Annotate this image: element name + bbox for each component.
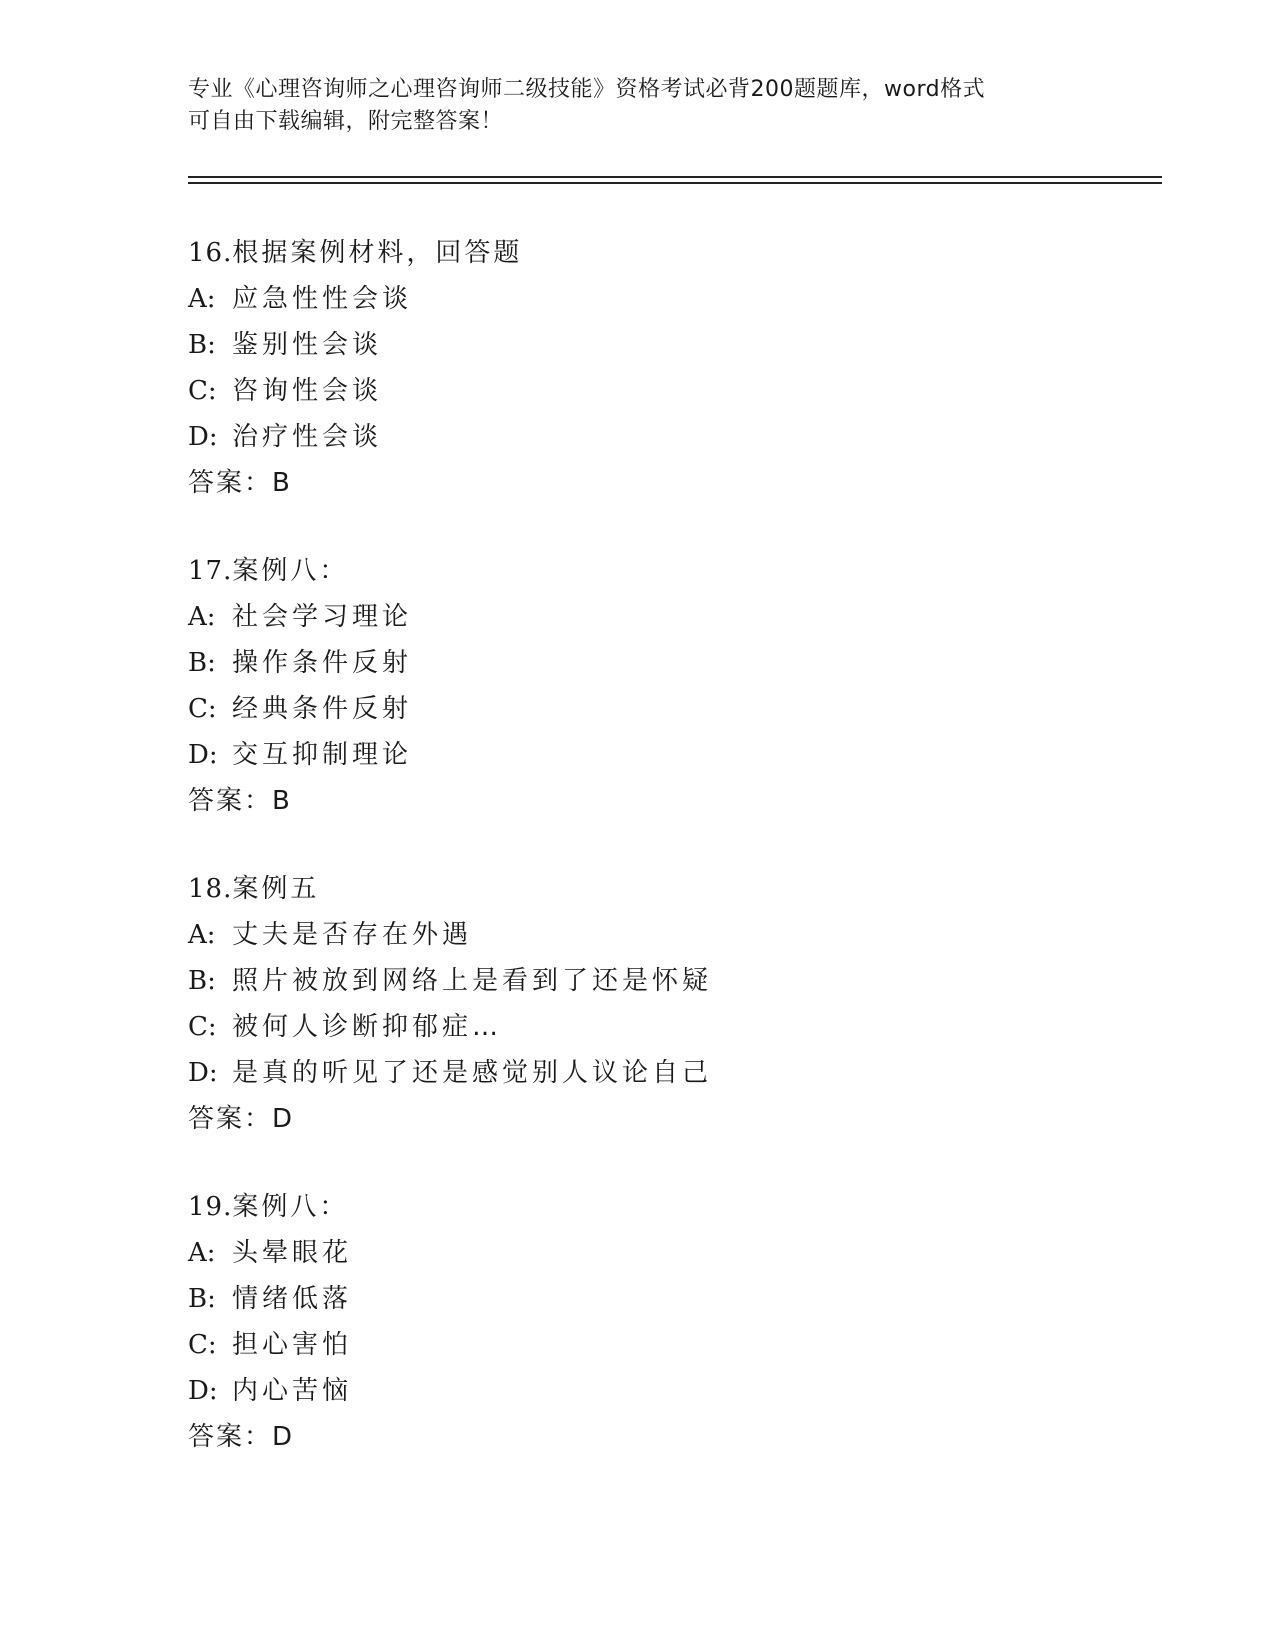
option-text: 交互抑制理论 <box>232 740 413 770</box>
option-text: 头晕眼花 <box>232 1238 353 1268</box>
option-c <box>188 1322 1088 1368</box>
option-text: 经典条件反射 <box>232 694 413 724</box>
option-c <box>188 686 1088 732</box>
question-number: 19. <box>188 1192 233 1222</box>
option-b <box>188 640 1088 686</box>
option-d <box>188 1050 1088 1096</box>
option-text: 情绪低落 <box>232 1284 353 1314</box>
answer-line: 答案：B <box>188 468 292 498</box>
option-a <box>188 594 1088 640</box>
option-d <box>188 732 1088 778</box>
option-b <box>188 958 1088 1004</box>
option-letter: D: <box>188 1376 218 1406</box>
option-letter: A: <box>188 284 216 314</box>
question-number: 17. <box>188 556 233 586</box>
question-text: 案例八： <box>232 1192 349 1222</box>
header-line-2: 可自由下载编辑，附完整答案！ <box>188 109 504 134</box>
answer-line: 答案：D <box>188 1422 295 1452</box>
question-text: 案例五 <box>232 874 320 904</box>
option-letter: B: <box>188 330 216 360</box>
option-text: 内心苦恼 <box>232 1376 353 1406</box>
option-letter: D: <box>188 422 218 452</box>
question-text: 案例八： <box>232 556 349 586</box>
option-text: 是真的听见了还是感觉别人议论自己 <box>232 1058 713 1088</box>
option-letter: A: <box>188 602 216 632</box>
option-letter: A: <box>188 1238 216 1268</box>
option-letter: B: <box>188 966 216 996</box>
question-title <box>188 1184 1088 1230</box>
question-number: 16. <box>188 238 233 268</box>
header-divider-top <box>188 176 1162 178</box>
question-16 <box>188 230 1088 506</box>
answer-line: 答案：B <box>188 786 292 816</box>
option-letter: C: <box>188 1012 217 1042</box>
header-divider-bottom <box>188 182 1162 184</box>
option-text: 应急性性会谈 <box>232 284 413 314</box>
option-text: 担心害怕 <box>232 1330 353 1360</box>
question-title <box>188 548 1088 594</box>
question-18 <box>188 866 1088 1142</box>
option-text: 社会学习理论 <box>232 602 413 632</box>
option-letter: C: <box>188 376 217 406</box>
question-19 <box>188 1184 1088 1460</box>
option-d <box>188 414 1088 460</box>
option-b <box>188 322 1088 368</box>
header-line-1: 专业《心理咨询师之心理咨询师二级技能》资格考试必背200题题库，word格式 <box>188 77 986 102</box>
option-letter: D: <box>188 740 218 770</box>
option-text: 治疗性会谈 <box>232 422 383 452</box>
question-number: 18. <box>188 874 233 904</box>
option-letter: A: <box>188 920 216 950</box>
option-c <box>188 368 1088 414</box>
question-title <box>188 230 1088 276</box>
option-text: 咨询性会谈 <box>232 376 383 406</box>
option-d <box>188 1368 1088 1414</box>
option-a <box>188 276 1088 322</box>
option-a <box>188 1230 1088 1276</box>
option-text: 鉴别性会谈 <box>232 330 383 360</box>
document-header <box>188 74 1088 138</box>
option-a <box>188 912 1088 958</box>
option-letter: C: <box>188 1330 217 1360</box>
question-title <box>188 866 1088 912</box>
option-letter: B: <box>188 648 216 678</box>
question-17 <box>188 548 1088 824</box>
question-text: 根据案例材料，回答题 <box>232 238 523 268</box>
option-letter: B: <box>188 1284 216 1314</box>
option-letter: D: <box>188 1058 218 1088</box>
answer-line: 答案：D <box>188 1104 295 1134</box>
option-text: 被何人诊断抑郁症… <box>232 1012 503 1042</box>
option-text: 照片被放到网络上是看到了还是怀疑 <box>232 966 713 996</box>
option-b <box>188 1276 1088 1322</box>
option-text: 丈夫是否存在外遇 <box>232 920 473 950</box>
option-text: 操作条件反射 <box>232 648 413 678</box>
option-letter: C: <box>188 694 217 724</box>
option-c <box>188 1004 1088 1050</box>
